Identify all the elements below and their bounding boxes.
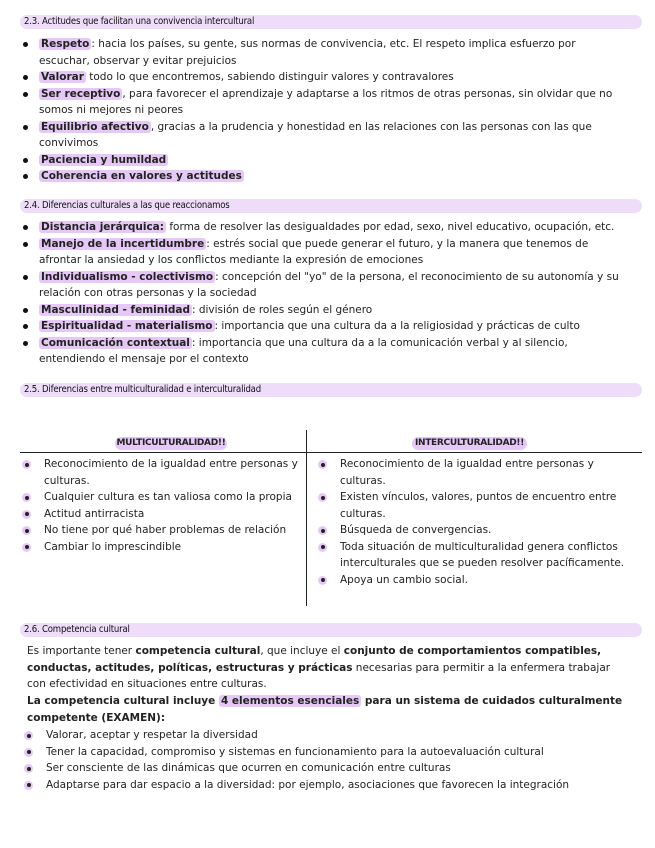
competence-paragraph: Es importante tener competencia cultural, que incluye el conjunto de comportamientos compatibles, conductas, actitudes, políticas, estructuras y prácticas necesarias para permitir a la enfermera trabajar con efectividad en situaciones entre culturas.: [27, 645, 611, 690]
list-item: Masculinidad - feminidad : división de roles según el género: [20, 302, 620, 319]
list-item: Existen vínculos, valores, puntos de encuentro entre culturas.: [318, 489, 628, 522]
table-divider-vertical: [306, 430, 307, 606]
list-item: Ser receptivo , para favorecer el aprendizaje y adaptarse a los ritmos de otras personas, sin olvidar que no somos ni mejores ni peores: [20, 86, 620, 119]
list-item: Cambiar lo imprescindible: [22, 539, 304, 556]
list-item: Cualquier cultura es tan valiosa como la propia: [22, 489, 304, 506]
list-item: No tiene por qué haber problemas de relación: [22, 522, 304, 539]
list-item: Apoya un cambio social.: [318, 572, 628, 589]
list-item: Equilibrio afectivo , gracias a la prudencia y honestidad en las relaciones con las personas con las que convivimos: [20, 119, 620, 152]
list-item: Paciencia y humildad: [20, 152, 620, 169]
multiculturalidad-list: [22, 456, 304, 555]
list-item: Coherencia en valores y actitudes: [20, 168, 620, 185]
section-2-5-heading: 2.5. Diferencias entre multiculturalidad e interculturalidad: [20, 383, 642, 397]
list-item: Búsqueda de convergencias.: [318, 522, 628, 539]
list-item: Comunicación contextual : importancia que una cultura da a la comunicación verbal y al silencio, entendiendo el mensaje por el contexto: [20, 335, 620, 368]
list-item: Adaptarse para dar espacio a la diversidad: por ejemplo, asociaciones que favorecen la integración: [24, 777, 634, 794]
multiculturalidad-column-header: MULTICULTURALIDAD!!: [116, 438, 226, 448]
list-item: Espiritualidad - materialismo : importancia que una cultura da a la religiosidad y prácticas de culto: [20, 318, 620, 335]
list-item: Manejo de la incertidumbre : estrés social que puede generar el futuro, y la manera que tenemos de afrontar la ansiedad y los conflictos mediante la expresión de emociones: [20, 236, 620, 269]
table-divider-horizontal: [20, 452, 642, 453]
list-item: Tener la capacidad, compromiso y sistemas en funcionamiento para la autoevaluación cultural: [24, 744, 634, 761]
interculturalidad-list: [318, 456, 628, 588]
list-item: Reconocimiento de la igualdad entre personas y culturas.: [22, 456, 304, 489]
list-item: Actitud antirracista: [22, 506, 304, 523]
list-item: Individualismo - colectivismo : concepción del "yo" de la persona, el reconocimiento de su autonomía y su relación con otras personas y la sociedad: [20, 269, 620, 302]
list-item: Valorar, aceptar y respetar la diversidad: [24, 727, 634, 744]
section-2-3-heading: 2.3. Actitudes que facilitan una convivencia intercultural: [20, 15, 642, 29]
list-item: Toda situación de multiculturalidad genera conflictos interculturales que se pueden resolver pacíficamente.: [318, 539, 628, 572]
essential-elements-intro: La competencia cultural incluye 4 elementos esenciales para un sistema de cuidados culturalmente competente (EXAMEN):: [27, 695, 623, 724]
essential-elements-list: [24, 727, 634, 793]
list-item: Distancia jerárquica: forma de resolver las desigualdades por edad, sexo, nivel educativo, ocupación, etc.: [20, 219, 620, 236]
section-2-4-heading: 2.4. Diferencias culturales a las que reaccionamos: [20, 199, 642, 213]
interculturalidad-column-header: INTERCULTURALIDAD!!: [412, 437, 527, 450]
list-item: Ser consciente de las dinámicas que ocurren en comunicación entre culturas: [24, 760, 634, 777]
list-item: Reconocimiento de la igualdad entre personas y culturas.: [318, 456, 628, 489]
list-item: Respeto : hacia los países, su gente, sus normas de convivencia, etc. El respeto implica esfuerzo por escuchar, observar y evitar prejuicios: [20, 36, 620, 69]
attitudes-list: [20, 36, 620, 185]
list-item: Valorar todo lo que encontremos, sabiendo distinguir valores y contravalores: [20, 69, 620, 86]
section-2-6-heading: 2.6. Competencia cultural: [20, 623, 642, 637]
cultural-differences-list: [20, 219, 620, 368]
